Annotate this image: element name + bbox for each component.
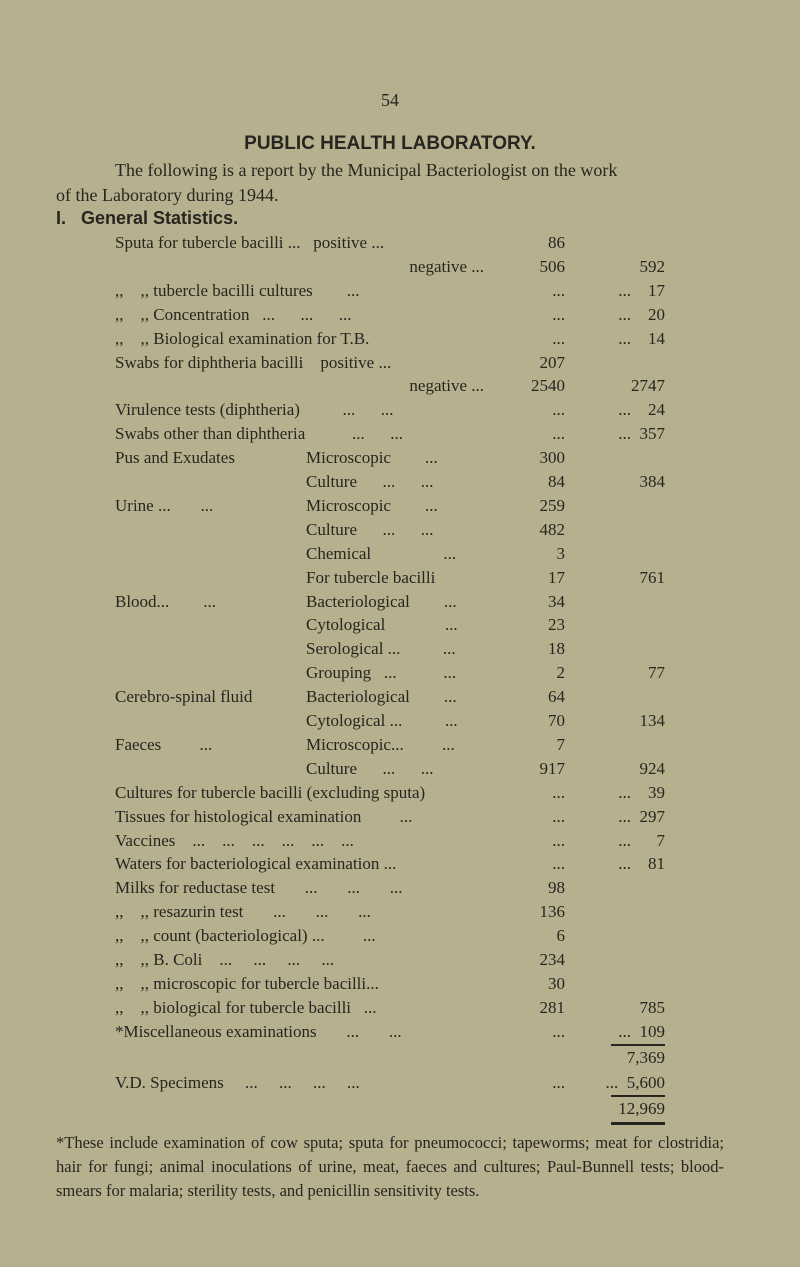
table-row <box>0 304 800 326</box>
row-total: ... 14 <box>618 328 665 348</box>
table-row <box>0 543 800 565</box>
table-row <box>0 949 800 971</box>
intro-line-2: of the Laboratory during 1944. <box>56 185 279 205</box>
row-subcount: 917 <box>539 758 565 778</box>
row-subcount: ... <box>552 1073 565 1092</box>
row-label: Sputa for tubercle bacilli ... positive ... <box>115 233 385 252</box>
row-subcount: 136 <box>539 902 565 922</box>
row-subcount: 2540 <box>531 376 565 396</box>
row-subcount: ... <box>552 830 565 850</box>
row-subcount: 234 <box>539 950 565 969</box>
row-total: ... 357 <box>618 424 665 444</box>
table-row <box>0 1021 800 1043</box>
row-sublabel: Cytological ... ... <box>306 711 458 730</box>
row-sublabel: Microscopic ... <box>306 495 438 515</box>
row-subcount: ... <box>552 400 565 420</box>
table-row <box>0 614 800 636</box>
table-row <box>0 853 800 875</box>
row-label: ,, ,, biological for tubercle bacilli ... <box>115 997 377 1017</box>
row-subcount: 300 <box>539 448 565 468</box>
row-subcount: ... <box>552 1021 565 1041</box>
row-total: ... 7 <box>618 830 665 850</box>
row-label: Faeces ... <box>115 734 213 754</box>
row-subcount: 281 <box>539 997 565 1017</box>
total-rule <box>611 1095 665 1097</box>
table-row <box>0 997 800 1019</box>
row-label: ,, ,, resazurin test ... ... ... <box>115 902 371 922</box>
row-subcount: 6 <box>556 926 565 946</box>
row-label: Swabs for diphtheria bacilli positive ... <box>115 352 392 372</box>
row-label: Tissues for histological examination ... <box>115 806 413 826</box>
page-title: PUBLIC HEALTH LABORATORY. <box>244 133 536 154</box>
row-label: Waters for bacteriological examination ... <box>115 854 397 874</box>
row-subcount: ... <box>552 304 565 324</box>
row-label: ,, ,, tubercle bacilli cultures ... <box>115 280 360 300</box>
row-subcount: ... <box>552 782 565 802</box>
row-subcount: 259 <box>539 495 565 515</box>
row-sublabel: Culture ... ... <box>306 519 434 539</box>
table-row <box>0 925 800 947</box>
row-sublabel: For tubercle bacilli <box>306 567 436 587</box>
row-total: 384 <box>639 472 665 491</box>
row-total: ... 39 <box>618 782 665 802</box>
table-row <box>0 1047 800 1069</box>
row-subcount: 3 <box>556 543 565 563</box>
table-row <box>0 591 800 613</box>
table-row <box>0 830 800 852</box>
table-row <box>0 973 800 995</box>
row-subcount: ... <box>552 280 565 300</box>
table-row <box>0 256 800 278</box>
row-sublabel: Bacteriological ... <box>306 687 457 707</box>
table-row <box>0 1098 800 1120</box>
row-label: Pus and Exudates <box>115 448 235 468</box>
row-label: V.D. Specimens ... ... ... ... <box>115 1073 360 1092</box>
row-subcount: ... <box>552 854 565 874</box>
subtotal-rule <box>611 1044 665 1046</box>
footnote: *These include examination of cow sputa; sputa for pneumococci; tapeworms; meat for clostridia; hair for fungi; animal inoculations of urine, meat, faeces and cultures; Paul-Bunnell tests; blood-smears for malaria; sterility tests, and penicillin sensitivity tests. <box>56 1133 724 1200</box>
intro-line-1: The following is a report by the Municipal Bacteriologist on the work <box>115 160 618 180</box>
table-row <box>0 232 800 254</box>
table-row <box>0 758 800 780</box>
row-subcount: 86 <box>548 233 565 252</box>
row-sublabel: Grouping ... ... <box>306 663 457 683</box>
row-subcount: 23 <box>548 615 565 635</box>
row-subcount: 207 <box>539 352 565 372</box>
table-row <box>0 423 800 445</box>
table-row <box>0 901 800 923</box>
row-total: ... 109 <box>618 1021 665 1041</box>
page-number: 54 <box>381 90 399 110</box>
row-subcount: ... <box>552 328 565 348</box>
row-sublabel: Chemical ... <box>306 543 457 563</box>
row-total: ... 297 <box>618 806 665 826</box>
row-sublabel: Cytological ... <box>306 615 458 635</box>
row-label: ,, ,, B. Coli ... ... ... ... <box>115 950 335 969</box>
row-subcount: 34 <box>548 591 565 611</box>
table-row <box>0 375 800 397</box>
row-total: ... 81 <box>618 854 665 874</box>
row-sublabel: Culture ... ... <box>306 758 434 778</box>
row-label: Cerebro-spinal fluid <box>115 687 253 707</box>
row-total: ... 20 <box>618 304 665 324</box>
section-heading: I. General Statistics. <box>56 208 239 228</box>
row-subcount: 482 <box>539 519 565 539</box>
row-sublabel: Microscopic ... <box>306 448 438 468</box>
row-label: Vaccines ... ... ... ... ... ... <box>115 830 354 850</box>
row-subcount: 17 <box>548 567 565 587</box>
row-total: 77 <box>648 663 665 683</box>
row-subcount: 18 <box>548 639 565 659</box>
row-total: 592 <box>639 256 665 276</box>
row-total: 134 <box>639 711 665 730</box>
row-total: 2747 <box>631 376 665 396</box>
table-row <box>0 662 800 684</box>
row-subcount: 506 <box>539 256 565 276</box>
row-label: Cultures for tubercle bacilli (excluding sputa) <box>115 782 426 802</box>
row-subcount: 2 <box>556 663 565 683</box>
row-sublabel: Serological ... ... <box>306 639 456 659</box>
table-row <box>0 1072 800 1094</box>
row-subcount: ... <box>552 806 565 826</box>
row-label: Urine ... ... <box>115 495 214 515</box>
row-sublabel: negative ... <box>409 256 484 276</box>
row-subcount: 7 <box>556 734 565 754</box>
table-row <box>0 352 800 374</box>
table-row <box>0 399 800 421</box>
table-row <box>0 471 800 493</box>
row-total: ... 24 <box>618 400 665 420</box>
row-label: Swabs other than diphtheria ... ... <box>115 424 404 444</box>
row-subcount: 30 <box>548 973 565 993</box>
row-label: ,, ,, Concentration ... ... ... <box>115 304 352 324</box>
table-row <box>0 328 800 350</box>
table-row <box>0 734 800 756</box>
row-subcount: 64 <box>548 687 565 707</box>
table-row <box>0 519 800 541</box>
row-total: 7,369 <box>626 1048 665 1067</box>
row-label: ,, ,, count (bacteriological) ... ... <box>115 926 376 946</box>
row-sublabel: Culture ... ... <box>306 472 434 491</box>
row-subcount: 84 <box>548 472 565 491</box>
row-total: 761 <box>639 567 665 587</box>
row-label: Blood... ... <box>115 591 217 611</box>
row-label: Milks for reductase test ... ... ... <box>115 878 403 898</box>
row-label: Virulence tests (diphtheria) ... ... <box>115 400 394 420</box>
row-subcount: 70 <box>548 711 565 730</box>
row-label: ,, ,, Biological examination for T.B. <box>115 328 370 348</box>
table-row <box>0 806 800 828</box>
row-subcount: ... <box>552 424 565 444</box>
table-row <box>0 447 800 469</box>
row-sublabel: Bacteriological ... <box>306 591 457 611</box>
table-row <box>0 567 800 589</box>
row-total: 785 <box>639 997 665 1017</box>
row-label: *Miscellaneous examinations ... ... <box>115 1021 402 1041</box>
row-total: 924 <box>639 758 665 778</box>
row-sublabel: negative ... <box>409 376 484 396</box>
row-sublabel: Microscopic... ... <box>306 734 455 754</box>
table-row <box>0 710 800 732</box>
table-row <box>0 686 800 708</box>
row-total: 12,969 <box>618 1099 665 1118</box>
table-row <box>0 280 800 302</box>
row-total: ... 5,600 <box>605 1073 665 1092</box>
table-row <box>0 495 800 517</box>
row-total: ... 17 <box>618 280 665 300</box>
row-label: ,, ,, microscopic for tubercle bacilli... <box>115 973 379 993</box>
table-row <box>0 782 800 804</box>
total-double-rule <box>611 1122 665 1125</box>
table-row <box>0 877 800 899</box>
row-subcount: 98 <box>548 878 565 898</box>
table-row <box>0 638 800 660</box>
